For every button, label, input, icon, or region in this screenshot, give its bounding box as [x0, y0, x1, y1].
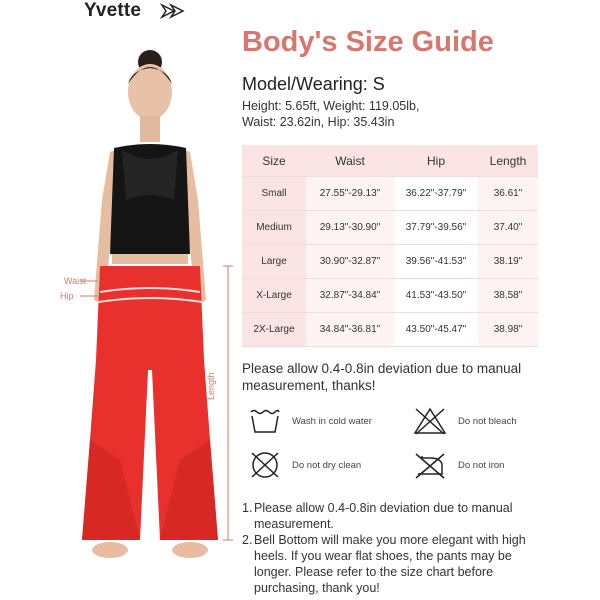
cell-size: Large [242, 245, 306, 279]
header-waist: Waist [306, 145, 394, 177]
hip-measure-label: Hip [60, 291, 74, 301]
brand-logo-text: Yvette [84, 0, 142, 21]
waist-measure-label: Waist [64, 276, 87, 286]
care-no-iron [412, 450, 504, 480]
cell-hip: 37.79"-39.56" [394, 211, 478, 245]
table-row [242, 211, 538, 245]
model-stats [242, 98, 542, 130]
cell-length: 36.61" [478, 177, 538, 211]
cell-waist: 30.90"-32.87" [306, 245, 394, 279]
cell-hip: 36.22"-37.79" [394, 177, 478, 211]
table-row [242, 177, 538, 211]
cell-length: 37.40" [478, 211, 538, 245]
note-item [242, 500, 542, 532]
cell-length: 38.58" [478, 279, 538, 313]
model-stats-line2: Waist: 23.62in, Hip: 35.43in [242, 115, 395, 129]
cell-waist: 27.55"-29.13" [306, 177, 394, 211]
care-no-bleach [412, 406, 517, 436]
cell-waist: 34.84"-36.81" [306, 313, 394, 347]
size-table [242, 145, 538, 347]
no-bleach-icon [412, 406, 448, 436]
cell-size: X-Large [242, 279, 306, 313]
cell-length: 38.19" [478, 245, 538, 279]
care-no-dry-clean-label: Do not dry clean [292, 459, 362, 471]
care-no-bleach-label: Do not bleach [458, 415, 517, 427]
cell-hip: 41.53"-43.50" [394, 279, 478, 313]
header-hip: Hip [394, 145, 478, 177]
cell-length: 38.98" [478, 313, 538, 347]
care-wash [248, 406, 372, 436]
note-item [242, 532, 542, 596]
cell-size: 2X-Large [242, 313, 306, 347]
model-stats-line1: Height: 5.65ft, Weight: 119.05lb, [242, 99, 420, 113]
wash-cold-icon [248, 406, 282, 436]
note-number: 2. [242, 533, 253, 547]
note-text: Bell Bottom will make you more elegant with high heels. If you wear flat shoes, the pants may be longer. Please refer to the size chart before purchasing, thank you! [254, 533, 526, 595]
care-no-dry-clean [248, 450, 361, 480]
note-number: 1. [242, 501, 253, 515]
page-title: Body's Size Guide [242, 26, 494, 58]
table-row [242, 245, 538, 279]
cell-waist: 32.87"-34.84" [306, 279, 394, 313]
cell-hip: 43.50"-45.47" [394, 313, 478, 347]
size-table-header [242, 145, 538, 177]
care-no-iron-label: Do not iron [458, 459, 505, 471]
header-size: Size [242, 145, 306, 177]
note-text: Please allow 0.4-0.8in deviation due to manual measurement. [254, 501, 513, 531]
no-iron-icon [412, 450, 448, 480]
brand-arrow-icon [160, 3, 188, 19]
model-figure [0, 40, 240, 600]
care-wash-label: Wash in cold water [292, 415, 372, 427]
model-wearing: Model/Wearing: S [242, 74, 385, 94]
notes-list [242, 500, 542, 596]
cell-size: Medium [242, 211, 306, 245]
cell-hip: 39.56"-41.53" [394, 245, 478, 279]
cell-waist: 29.13"-30.90" [306, 211, 394, 245]
deviation-note: Please allow 0.4-0.8in deviation due to manual measurement, thanks! [242, 361, 522, 393]
no-dry-clean-icon [248, 450, 282, 480]
table-row [242, 313, 538, 347]
header-length: Length [478, 145, 538, 177]
table-row [242, 279, 538, 313]
length-measure-label: Length [206, 372, 216, 400]
cell-size: Small [242, 177, 306, 211]
